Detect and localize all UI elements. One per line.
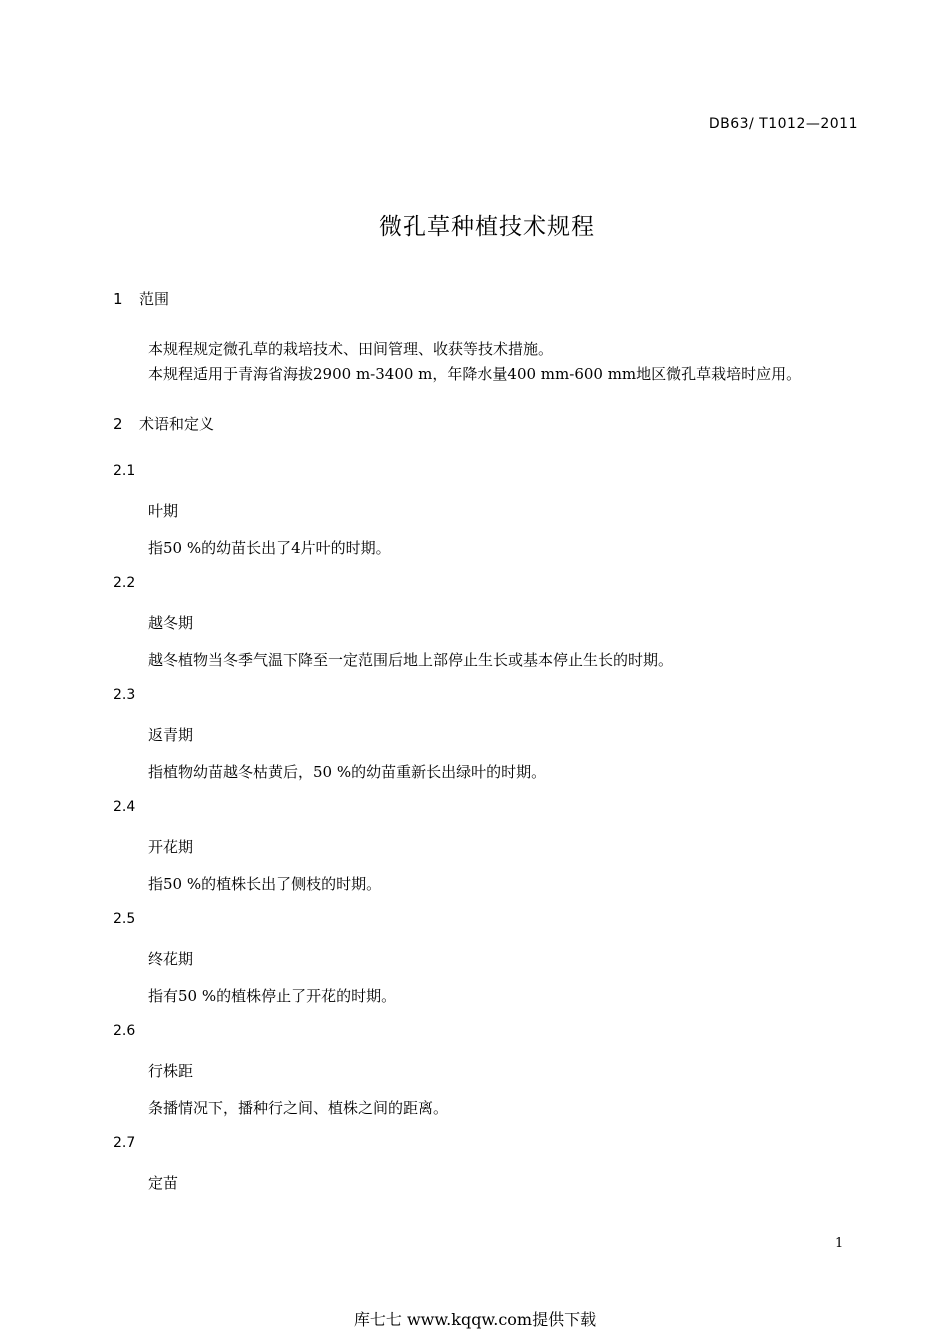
scope-paragraph: 本规程适用于青海省海拔2900 m-3400 m，年降水量400 mm-600 mm地区微孔草栽培时应用。 — [148, 365, 802, 383]
clause-number: 2.1 — [113, 463, 136, 479]
clause-number: 2.3 — [113, 687, 136, 703]
term-name: 行株距 — [148, 1062, 194, 1080]
clause-number: 2.4 — [113, 799, 136, 815]
section-number: 1 — [113, 290, 123, 308]
standard-code: DB63/ T1012—2011 — [708, 116, 858, 132]
term-definition: 越冬植物当冬季气温下降至一定范围后地上部停止生长或基本停止生长的时期。 — [148, 651, 674, 669]
term-name: 定苗 — [148, 1174, 179, 1192]
clause-number: 2.7 — [113, 1135, 136, 1151]
clause-number: 2.2 — [113, 575, 136, 591]
clause-number: 2.5 — [113, 911, 136, 927]
term-name: 开花期 — [148, 838, 194, 856]
term-definition: 指50 %的幼苗长出了4片叶的时期。 — [148, 539, 391, 557]
footer-source-text: 库七七 www.kqqw.com提供下载 — [353, 1310, 597, 1329]
term-definition: 指植物幼苗越冬枯黄后，50 %的幼苗重新长出绿叶的时期。 — [148, 763, 547, 781]
term-name: 越冬期 — [148, 614, 194, 632]
term-name: 返青期 — [148, 726, 194, 744]
section-title: 术语和定义 — [139, 415, 215, 433]
section-number: 2 — [113, 415, 123, 433]
section-heading-terms — [113, 413, 214, 434]
page-number: 1 — [835, 1236, 844, 1251]
term-definition: 指50 %的植株长出了侧枝的时期。 — [148, 875, 382, 893]
section-heading-scope — [113, 288, 169, 309]
term-name: 叶期 — [148, 502, 179, 520]
term-definition: 条播情况下，播种行之间、植株之间的距离。 — [148, 1099, 449, 1117]
document-title: 微孔草种植技术规程 — [379, 214, 595, 240]
scope-paragraph: 本规程规定微孔草的栽培技术、田间管理、收获等技术措施。 — [148, 340, 554, 358]
term-name: 终花期 — [148, 950, 194, 968]
section-title: 范围 — [139, 290, 170, 308]
clause-number: 2.6 — [113, 1023, 136, 1039]
term-definition: 指有50 %的植株停止了开花的时期。 — [148, 987, 397, 1005]
